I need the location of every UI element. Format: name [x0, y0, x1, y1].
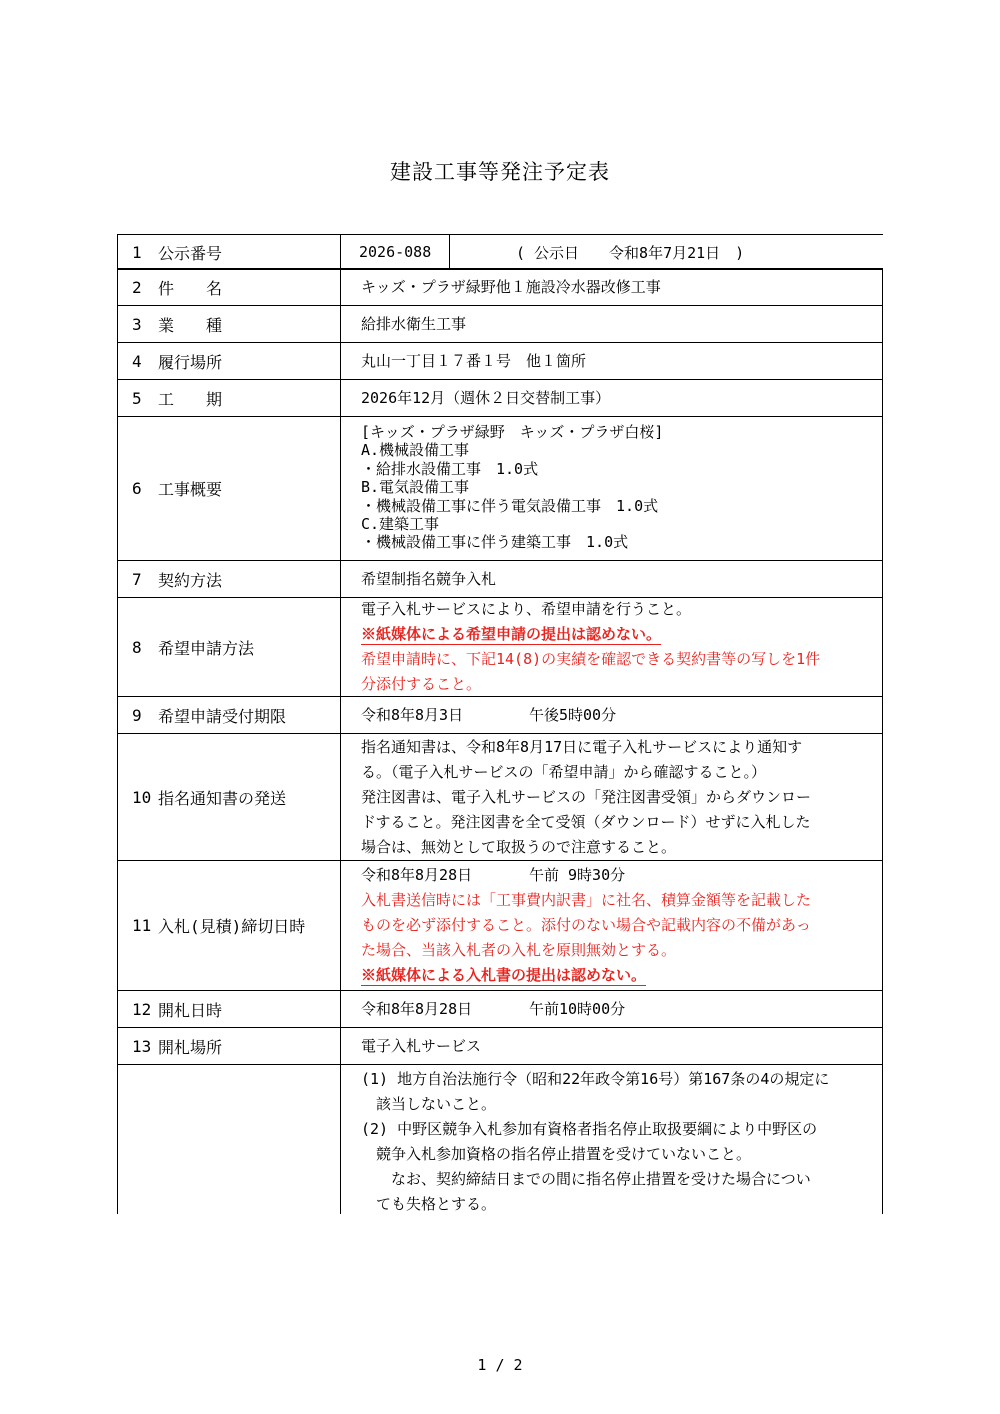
- row-label: 業 種: [158, 315, 223, 335]
- outline-line: ・機械設備工事に伴う建築工事 1.0式: [361, 533, 629, 552]
- row-application-deadline: 9 希望申請受付期限 令和8年8月3日 午後5時00分: [117, 697, 883, 734]
- row-opening-place: 13 開札場所 電子入札サービス: [117, 1028, 883, 1065]
- row-label: 入札(見積)締切日時: [158, 917, 306, 936]
- row-bid-deadline: 11 入札(見積)締切日時 令和8年8月28日 午前 9時30分 入札書送信時には「工事費内訳書」に社名、積算金額等を記載した ものを必ず添付すること。添付のない場合や記載内容の不備があっ た場合、当該入札者の入札を原則無効とする。 ※紙媒体による入札書の提出は認めない。: [117, 861, 883, 991]
- bid-deadline-date: 令和8年8月28日: [361, 866, 473, 884]
- opening-date: 令和8年8月28日: [361, 999, 473, 1018]
- qualification-text: 該当しないこと。: [361, 1095, 497, 1113]
- outline-line: B.電気設備工事: [361, 478, 470, 497]
- opening-time: 午前10時00分: [529, 999, 626, 1018]
- row-work-outline: 6 工事概要 [キッズ・プラザ緑野 キッズ・プラザ白桜] A.機械設備工事 ・給排水設備工事 1.0式 B.電気設備工事 ・機械設備工事に伴う電気設備工事 1.0式 C.建築工事 ・機械設備工事に伴う建築工事 1.0式: [117, 417, 883, 561]
- qualification-text: 競争入札参加資格の指名停止措置を受けていないこと。: [361, 1145, 752, 1163]
- row-label: 公示番号: [158, 243, 223, 263]
- nomination-text: 指名通知書は、令和8年8月17日に電子入札サービスにより通知す: [361, 737, 803, 756]
- paper-not-accepted-notice: ※紙媒体による希望申請の提出は認めない。: [361, 625, 662, 643]
- deadline-time: 午後5時00分: [529, 705, 617, 724]
- outline-line: [キッズ・プラザ緑野 キッズ・プラザ白桜]: [361, 423, 664, 441]
- notice-number: 2026-088: [341, 235, 450, 269]
- outline-line: ・給排水設備工事 1.0式: [361, 459, 539, 478]
- row-label: 希望申請受付期限: [158, 706, 287, 726]
- qualification-text: (1) 地方自治法施行令（昭和22年政令第16号）第167条の4の規定に: [361, 1070, 830, 1088]
- row-label: 指名通知書の発送: [158, 788, 287, 808]
- application-text: 電子入札サービスにより、希望申請を行うこと。: [361, 600, 692, 618]
- work-period: 2026年12月（週休２日交替制工事）: [361, 388, 611, 407]
- bid-text: た場合、当該入札者の入札を原則無効とする。: [361, 941, 677, 959]
- nomination-text: る。（電子入札サービスの「希望申請」から確認すること。）: [361, 762, 767, 781]
- bid-deadline-time: 午前 9時30分: [529, 866, 626, 884]
- page-title: 建設工事等発注予定表: [390, 160, 610, 184]
- nomination-text: ドすること。発注図書を全て受領（ダウンロード）せずに入札した: [361, 812, 811, 831]
- row-location: 4 履行場所 丸山一丁目１７番１号 他１箇所: [117, 343, 883, 380]
- application-text: 希望申請時に、下記14(8)の実績を確認できる契約書等の写しを1件: [361, 650, 821, 668]
- row-number: 1: [132, 242, 142, 262]
- qualification-text: (2) 中野区競争入札参加有資格者指名停止取扱要綱により中野区の: [361, 1120, 818, 1138]
- row-application-method: 8 希望申請方法 電子入札サービスにより、希望申請を行うこと。 ※紙媒体による希望申請の提出は認めない。 希望申請時に、下記14(8)の実績を確認できる契約書等の写しを1件 分添付すること。: [117, 598, 883, 697]
- row-contract-method: 7 契約方法 希望制指名競争入札: [117, 561, 883, 598]
- bid-text: ものを必ず添付すること。添付のない場合や記載内容の不備があっ: [361, 916, 811, 934]
- row-period: 5 工 期 2026年12月（週休２日交替制工事）: [117, 380, 883, 417]
- paper-bid-not-accepted-notice: ※紙媒体による入札書の提出は認めない。: [361, 966, 647, 984]
- outline-line: C.建築工事: [361, 515, 440, 534]
- deadline-date: 令和8年8月3日: [361, 705, 464, 724]
- publication-date: ( 公示日 令和8年7月21日 ): [516, 243, 745, 262]
- nomination-text: 場合は、無効として取扱うので注意すること。: [361, 837, 677, 856]
- bid-text: 入札書送信時には「工事費内訳書」に社名、積算金額等を記載した: [361, 891, 812, 909]
- row-opening-datetime: 12 開札日時 令和8年8月28日 午前10時00分: [117, 991, 883, 1028]
- row-label: 契約方法: [158, 570, 223, 590]
- row-project-name: 2 件 名 キッズ・プラザ緑野他１施設冷水器改修工事: [117, 269, 883, 306]
- row-business-type: 3 業 種 給排水衛生工事: [117, 306, 883, 343]
- nomination-text: 発注図書は、電子入札サービスの「発注図書受領」からダウンロー: [361, 787, 812, 806]
- project-name: キッズ・プラザ緑野他１施設冷水器改修工事: [361, 278, 661, 296]
- outline-line: A.機械設備工事: [361, 441, 470, 460]
- contract-method: 希望制指名競争入札: [361, 569, 497, 588]
- business-type: 給排水衛生工事: [361, 314, 467, 333]
- row-label: 履行場所: [158, 352, 223, 372]
- row-label: 工 期: [158, 389, 223, 409]
- application-text: 分添付すること。: [361, 675, 482, 693]
- outline-line: ・機械設備工事に伴う電気設備工事 1.0式: [361, 496, 659, 515]
- row-nomination-notice: 10 指名通知書の発送 指名通知書は、令和8年8月17日に電子入札サービスにより通知す る。（電子入札サービスの「希望申請」から確認すること。） 発注図書は、電子入札サービスの「発注図書受領」からダウンロー ドすること。発注図書を全て受領（ダウンロード）せずに入札した 場合は、無効として取扱うので注意すること。: [117, 734, 883, 861]
- row-label: 開札場所: [158, 1037, 223, 1057]
- row-notice-number: [117, 234, 883, 269]
- row-qualifications: [117, 1065, 883, 1214]
- qualification-text: なお、契約締結日までの間に指名停止措置を受けた場合につい: [361, 1170, 811, 1188]
- qualification-text: ても失格とする。: [361, 1195, 497, 1213]
- opening-place: 電子入札サービス: [361, 1036, 482, 1055]
- location: 丸山一丁目１７番１号 他１箇所: [361, 351, 587, 370]
- row-label: 工事概要: [158, 480, 223, 499]
- page-number: 1 / 2: [477, 1356, 523, 1374]
- row-label: 開札日時: [158, 1000, 223, 1020]
- row-label: 希望申請方法: [158, 638, 255, 658]
- row-label: 件 名: [158, 279, 223, 298]
